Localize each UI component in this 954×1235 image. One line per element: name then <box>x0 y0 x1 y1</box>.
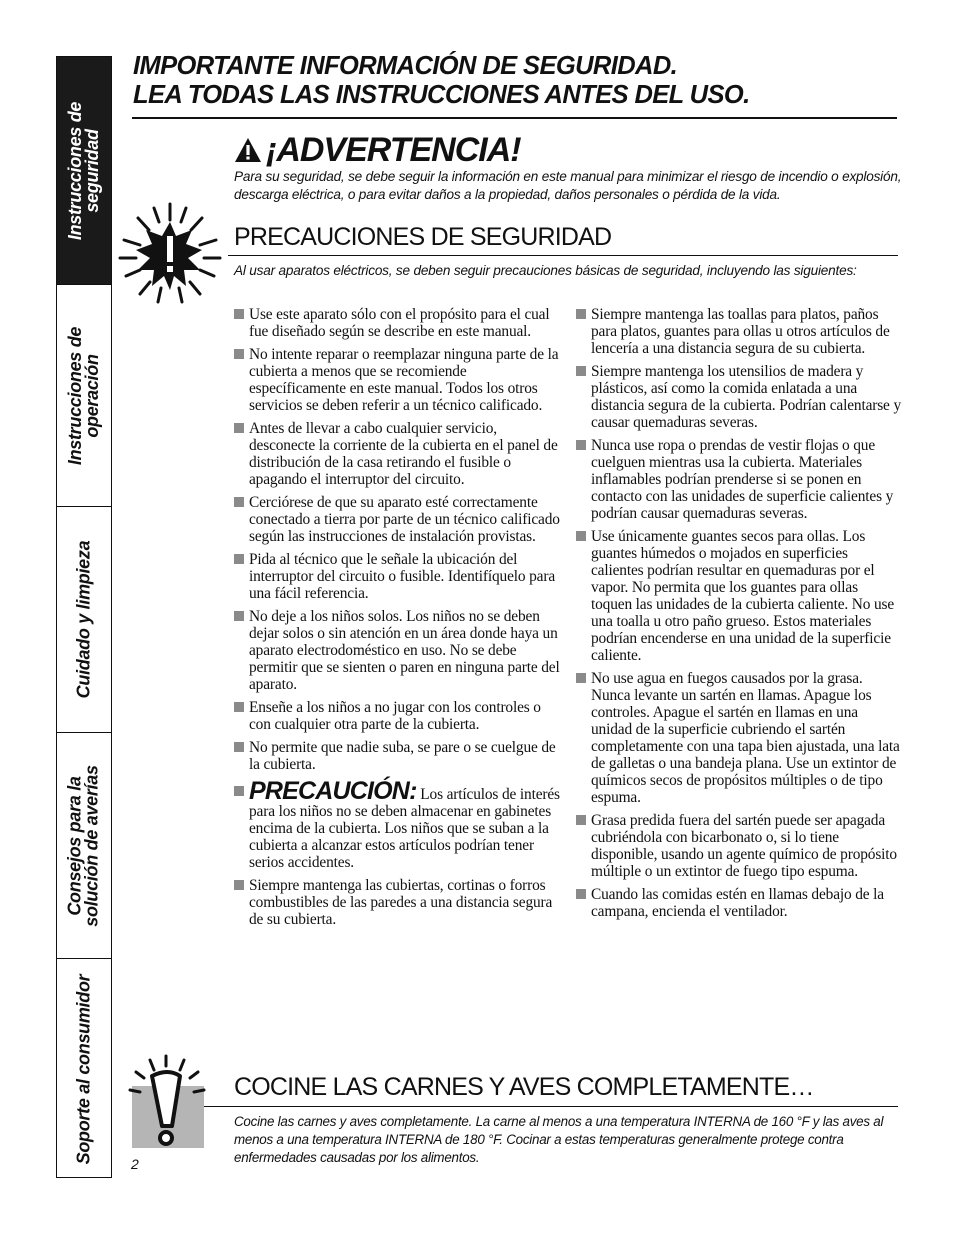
warning-triangle-icon <box>234 137 262 163</box>
safety-left-column <box>234 306 560 934</box>
warning-title: ¡ADVERTENCIA! <box>234 130 521 170</box>
list-item: Enseñe a los niños a no jugar con los controles o con cualquier otra parte de la cubierta. <box>234 699 560 733</box>
header-line-2: LEA TODAS LAS INSTRUCCIONES ANTES DEL USO. <box>133 81 750 109</box>
header-line-1: IMPORTANTE INFORMACIÓN DE SEGURIDAD. <box>133 52 678 80</box>
tab-label: Soporte al consumidor <box>73 974 94 1164</box>
list-item: Siempre mantenga las cubiertas, cortinas o forros combustibles de las paredes a una distancia segura de su cubierta. <box>234 877 560 928</box>
safety-section-title: PRECAUCIONES DE SEGURIDAD <box>234 223 612 251</box>
list-item: Nunca use ropa o prendas de vestir flojas o que cuelguen mientras usa la cubierta. Materiales inflamables podrían prenderse si se ponen en contacto con las unidades de superficie calientes y podrían causar quemaduras severas. <box>576 437 902 522</box>
cook-rule <box>204 1106 898 1107</box>
list-item: Siempre mantenga los utensilios de madera y plásticos, así como la comida enlatada a una distancia segura de la cubierta. Podrían calentarse y causar quemaduras severas. <box>576 363 902 431</box>
list-item: Grasa predida fuera del sartén puede ser apagada cubriéndola con bicarbonato o, si lo tiene disponible, usando un agente químico de propósito múltiple o un extintor de fuego tipo espuma. <box>576 812 902 880</box>
list-item: No intente reparar o reemplazar ninguna parte de la cubierta a menos que se recomiende específicamente en este manual. Todos los otros servicios se deben referir a un técnico calificado. <box>234 346 560 414</box>
page-number: 2 <box>131 1156 139 1172</box>
list-item: No use agua en fuegos causados por la grasa. Nunca levante un sartén en llamas. Apague los controles. Apague el sartén en llamas en una unidad de la superficie cubriendo el sartén completamente con una tapa bien ajustada, una lata de galletas o una bandeja plana. Use un extintor de químicos secos de propósitos múltiples o de tipo espuma. <box>576 670 902 806</box>
tab-consumer-support[interactable] <box>57 959 111 1179</box>
alert-exclamation-icon <box>126 1054 210 1150</box>
tab-label: Consejos para la solución de averías <box>65 764 102 927</box>
list-item: No deje a los niños solos. Los niños no se deben dejar solos o sin atención en un área donde haya un aparato electrodoméstico en uso. No se debe permitir que se sienten o paren en ninguna parte del aparato. <box>234 608 560 693</box>
sidebar-nav <box>56 56 112 1178</box>
tab-safety-instructions[interactable] <box>57 57 111 285</box>
tab-label: Cuidado y limpieza <box>73 540 94 699</box>
list-item: Siempre mantenga las toallas para platos, paños para platos, guantes para ollas u otros artículos de lencería a una distancia segura de su cubierta. <box>576 306 902 357</box>
caution-text: Los artículos de interés para los niños no se deben almacenar en gabinetes encima de la cubierta. Los niños que se suban a la cubierta a alcanzar estos artículos podrían tener serios accidentes. <box>249 786 560 871</box>
tab-care-cleaning[interactable] <box>57 507 111 733</box>
safety-intro: Al usar aparatos eléctricos, se deben seguir precauciones básicas de seguridad, incluyendo las siguientes: <box>234 263 857 278</box>
list-item: Use únicamente guantes secos para ollas. Los guantes húmedos o mojados en superficies calientes podrían resultar en quemaduras por el vapor. No permita que los guantes para ollas toquen las unidades de la cubierta caliente. No use una toalla u otro paño grueso. Estos materiales podrían encenderse en una unidad de la superficie caliente. <box>576 528 902 664</box>
list-item: Use este aparato sólo con el propósito para el cual fue diseñado según se describe en este manual. <box>234 306 560 340</box>
list-item: Pida al técnico que le señale la ubicación del interruptor del circuito o fusible. Identifíquelo para una fácil referencia. <box>234 551 560 602</box>
tab-operating-instructions[interactable] <box>57 285 111 507</box>
list-item: Antes de llevar a cabo cualquier servicio, desconecte la corriente de la cubierta en el panel de distribución de la casa retirando el fusible o apagando el interruptor del circuito. <box>234 420 560 488</box>
warning-text: Para su seguridad, se debe seguir la información en este manual para minimizar el riesgo de incendio o explosión, descarga eléctrica, o para evitar daños a la propiedad, daños personales o pérdida de la vida. <box>234 169 902 202</box>
tab-label: Instrucciones de operación <box>65 326 102 465</box>
tab-troubleshooting[interactable] <box>57 733 111 959</box>
burst-exclamation-icon <box>114 200 226 308</box>
safety-right-column <box>576 306 902 926</box>
caution-word: PRECAUCIÓN: <box>249 777 417 805</box>
list-item: No permite que nadie suba, se pare o se cuelgue de la cubierta. <box>234 739 560 773</box>
safety-rule <box>228 255 898 256</box>
list-item: Cerciórese de que su aparato esté correctamente conectado a tierra por parte de un técnico calificado según las instrucciones de instalación provistas. <box>234 494 560 545</box>
page-header <box>133 52 897 110</box>
caution-item <box>234 777 560 871</box>
tab-label: Instrucciones de seguridad <box>65 101 102 240</box>
cook-text: Cocine las carnes y aves completamente. La carne al menos a una temperatura INTERNA de 160 °F y las aves al menos a una temperatura INTERNA de 180 °F. Cocinar a estas temperaturas generalmente protege contra enfermedades causadas por los alimentos. <box>234 1114 884 1165</box>
cook-section-title: COCINE LAS CARNES Y AVES COMPLETAMENTE… <box>234 1073 814 1101</box>
list-item: Cuando las comidas estén en llamas debajo de la campana, encienda el ventilador. <box>576 886 902 920</box>
header-rule <box>132 117 897 119</box>
